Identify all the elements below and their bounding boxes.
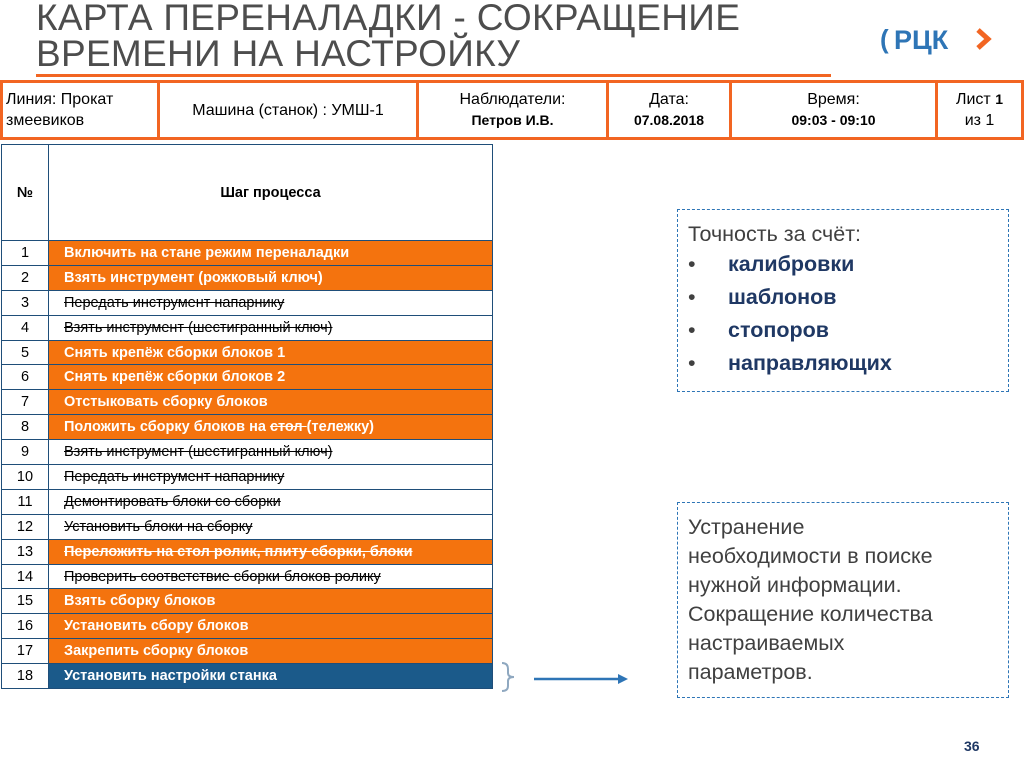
step-number: 14 xyxy=(2,564,49,589)
step-number: 16 xyxy=(2,614,49,639)
step-number: 4 xyxy=(2,315,49,340)
step-label: Демонтировать блоки со сборки xyxy=(64,493,281,510)
step-text xyxy=(49,614,493,639)
table-row xyxy=(2,440,493,465)
table-row xyxy=(2,415,493,440)
header-date xyxy=(609,83,732,137)
step-label: Переложить на стол ролик, плиту сборки, блоки xyxy=(64,543,413,560)
step-label: Отстыковать сборку блоков xyxy=(64,394,268,411)
logo-left-bracket-icon: ( xyxy=(880,24,889,54)
step-label: Снять крепёж сборки блоков 1 xyxy=(64,344,286,361)
table-row xyxy=(2,539,493,564)
title-underline xyxy=(36,74,831,77)
header-table xyxy=(0,80,1024,140)
elimination-line: Сокращение количества xyxy=(688,602,933,626)
date-label: Дата: xyxy=(649,91,689,108)
header-sheet xyxy=(938,83,1021,137)
step-text xyxy=(49,415,493,440)
table-row xyxy=(2,465,493,490)
title-line-1: КАРТА ПЕРЕНАЛАДКИ - СОКРАЩЕНИЕ xyxy=(36,0,741,38)
right-brace-icon xyxy=(502,663,514,691)
step-number: 6 xyxy=(2,365,49,390)
col-step-header: Шаг процесса xyxy=(49,145,493,241)
step-number: 2 xyxy=(2,265,49,290)
precision-box xyxy=(677,209,1009,392)
table-row xyxy=(2,589,493,614)
step-label: Взять инструмент (шестигранный ключ) xyxy=(64,444,333,461)
elimination-line: Устранение xyxy=(688,515,805,539)
step-label: Взять инструмент (шестигранный ключ) xyxy=(64,319,333,336)
date-value: 07.08.2018 xyxy=(633,112,705,128)
step-label: Взять инструмент (рожковый ключ) xyxy=(64,269,323,286)
step-text xyxy=(49,465,493,490)
step-number: 8 xyxy=(2,415,49,440)
header-machine xyxy=(160,83,419,137)
step-text-struck: стол xyxy=(269,419,307,436)
line-value: змеевиков xyxy=(6,112,85,129)
step-number: 5 xyxy=(2,340,49,365)
step-text xyxy=(49,514,493,539)
table-row xyxy=(2,390,493,415)
step-text xyxy=(49,340,493,365)
step-label: Установить блоки на сборку xyxy=(64,518,253,535)
step-number: 13 xyxy=(2,539,49,564)
table-row xyxy=(2,564,493,589)
table-row xyxy=(2,340,493,365)
table-row xyxy=(2,365,493,390)
step-number: 18 xyxy=(2,664,49,689)
step-number: 12 xyxy=(2,514,49,539)
title-line-2: ВРЕМЕНИ НА НАСТРОЙКУ xyxy=(36,33,521,74)
step-number: 15 xyxy=(2,589,49,614)
step-label: Проверить соответствие сборки блоков ролику xyxy=(64,568,381,585)
precision-item: • стопоров xyxy=(688,314,998,347)
sheet-of: из 1 xyxy=(964,112,995,129)
sheet-label: Лист xyxy=(955,91,991,108)
table-row xyxy=(2,290,493,315)
step-text xyxy=(49,365,493,390)
step-label: Взять сборку блоков xyxy=(64,593,216,610)
header-time xyxy=(732,83,938,137)
arrow-head-icon xyxy=(618,674,628,684)
time-label: Время: xyxy=(807,91,860,108)
elimination-line: параметров. xyxy=(688,660,813,684)
step-label: Закрепить сборку блоков xyxy=(64,643,249,660)
logo xyxy=(878,22,996,56)
step-number: 7 xyxy=(2,390,49,415)
table-header-row xyxy=(2,145,493,241)
elimination-line: нужной информации. xyxy=(688,573,902,597)
step-label: Снять крепёж сборки блоков 2 xyxy=(64,369,286,386)
step-text xyxy=(49,440,493,465)
process-table xyxy=(1,144,493,689)
step-text xyxy=(49,639,493,664)
step-number: 11 xyxy=(2,489,49,514)
observers-label: Наблюдатели: xyxy=(459,91,566,108)
step-label: Включить на стане режим переналадки xyxy=(64,244,350,261)
step-text xyxy=(49,664,493,689)
step-text xyxy=(49,290,493,315)
step-text xyxy=(49,489,493,514)
logo-text: РЦК xyxy=(894,25,949,55)
step-number: 17 xyxy=(2,639,49,664)
elimination-line: настраиваемых xyxy=(688,631,845,655)
step-number: 9 xyxy=(2,440,49,465)
step-text xyxy=(49,589,493,614)
table-row xyxy=(2,639,493,664)
time-value: 09:03 - 09:10 xyxy=(791,112,876,128)
precision-item: • направляющих xyxy=(688,347,998,380)
header-line xyxy=(3,83,160,137)
step-text-part: (тележку) xyxy=(306,419,374,436)
sheet-label-row xyxy=(956,89,1003,110)
step-text xyxy=(49,241,493,266)
table-row xyxy=(2,241,493,266)
step-text xyxy=(49,539,493,564)
table-row xyxy=(2,664,493,689)
step-label: Установить сбору блоков xyxy=(64,618,249,635)
table-row xyxy=(2,489,493,514)
step-number: 1 xyxy=(2,241,49,266)
observers-value: Петров И.В. xyxy=(471,112,554,128)
step-number: 10 xyxy=(2,465,49,490)
table-row xyxy=(2,265,493,290)
header-observers xyxy=(419,83,609,137)
precision-item: • калибровки xyxy=(688,248,998,281)
logo-right-chevron-icon xyxy=(978,30,988,48)
line-label: Линия: Прокат xyxy=(6,91,114,108)
machine-value: Машина (станок) : УМШ-1 xyxy=(192,101,384,119)
brace-arrow-connector xyxy=(494,660,634,694)
step-label: Установить настройки станка xyxy=(64,668,277,685)
table-row xyxy=(2,614,493,639)
step-text xyxy=(49,315,493,340)
step-label: Передать инструмент напарнику xyxy=(64,294,285,311)
page-number: 36 xyxy=(964,738,980,754)
table-row xyxy=(2,514,493,539)
elimination-line: необходимости в поиске xyxy=(688,544,933,568)
col-num-header: № xyxy=(2,145,49,241)
precision-item: • шаблонов xyxy=(688,281,998,314)
table-row xyxy=(2,315,493,340)
step-text xyxy=(49,265,493,290)
step-label: Передать инструмент напарнику xyxy=(64,468,285,485)
step-text xyxy=(49,564,493,589)
precision-list xyxy=(688,248,998,380)
elimination-box xyxy=(677,502,1009,698)
step-number: 3 xyxy=(2,290,49,315)
precision-lead: Точность за счёт: xyxy=(688,222,862,246)
step-text xyxy=(49,390,493,415)
step-text-part: Положить сборку блоков на xyxy=(64,419,270,436)
sheet-num: 1 xyxy=(995,91,1003,107)
page-title xyxy=(36,0,796,72)
